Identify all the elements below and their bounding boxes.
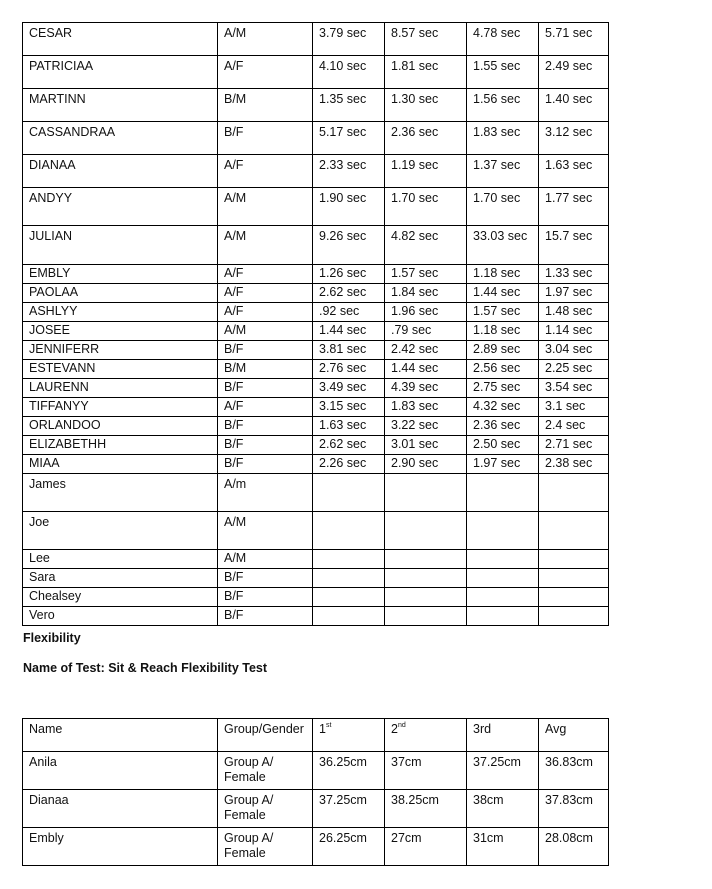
table-row (23, 607, 609, 626)
cell-group: A/m (218, 474, 313, 512)
cell-name: James (23, 474, 218, 512)
cell-t1: 36.25cm (313, 752, 385, 790)
cell-t3 (467, 474, 539, 512)
table-row (23, 122, 609, 155)
cell-t1: 37.25cm (313, 790, 385, 828)
cell-t1: 9.26 sec (313, 226, 385, 265)
cell-t1: 3.49 sec (313, 379, 385, 398)
cell-t2 (385, 569, 467, 588)
table-row (23, 360, 609, 379)
cell-t1 (313, 550, 385, 569)
cell-avg: 36.83cm (539, 752, 609, 790)
cell-t3 (467, 512, 539, 550)
cell-group: Group A/ Female (218, 828, 313, 866)
cell-t3: 1.83 sec (467, 122, 539, 155)
cell-group: A/F (218, 155, 313, 188)
section-title: Flexibility (23, 631, 81, 645)
cell-group: A/M (218, 512, 313, 550)
cell-t3: 31cm (467, 828, 539, 866)
cell-t2 (385, 474, 467, 512)
cell-t2: 4.82 sec (385, 226, 467, 265)
cell-name: CASSANDRAA (23, 122, 218, 155)
cell-name: JOSEE (23, 322, 218, 341)
cell-t3: 2.56 sec (467, 360, 539, 379)
cell-t3: 1.55 sec (467, 56, 539, 89)
cell-avg: 28.08cm (539, 828, 609, 866)
cell-name: Chealsey (23, 588, 218, 607)
table-row (23, 512, 609, 550)
cell-group: A/F (218, 265, 313, 284)
cell-t1: 2.33 sec (313, 155, 385, 188)
cell-name: JULIAN (23, 226, 218, 265)
table-row (23, 155, 609, 188)
header-name: Name (23, 719, 218, 752)
cell-group: B/F (218, 341, 313, 360)
cell-t1: 4.10 sec (313, 56, 385, 89)
cell-avg: 3.12 sec (539, 122, 609, 155)
cell-name: MIAA (23, 455, 218, 474)
cell-t1: 3.15 sec (313, 398, 385, 417)
cell-group: B/F (218, 569, 313, 588)
table-row (23, 588, 609, 607)
table-row (23, 569, 609, 588)
cell-avg: 1.33 sec (539, 265, 609, 284)
cell-name: DIANAA (23, 155, 218, 188)
table-row (23, 790, 609, 828)
cell-t3: 1.70 sec (467, 188, 539, 226)
cell-t2: 1.30 sec (385, 89, 467, 122)
cell-avg: 1.63 sec (539, 155, 609, 188)
cell-avg: 5.71 sec (539, 23, 609, 56)
table-row (23, 284, 609, 303)
cell-name: ELIZABETHH (23, 436, 218, 455)
cell-group: B/F (218, 417, 313, 436)
cell-t3: 2.36 sec (467, 417, 539, 436)
times-table (22, 22, 609, 626)
cell-t3: 4.78 sec (467, 23, 539, 56)
cell-avg: 1.77 sec (539, 188, 609, 226)
cell-avg: 3.1 sec (539, 398, 609, 417)
cell-group: B/F (218, 607, 313, 626)
cell-t3: 37.25cm (467, 752, 539, 790)
cell-t2 (385, 588, 467, 607)
table-row (23, 341, 609, 360)
cell-t2: 1.96 sec (385, 303, 467, 322)
cell-avg: 2.4 sec (539, 417, 609, 436)
cell-group: A/F (218, 398, 313, 417)
cell-t3: 2.50 sec (467, 436, 539, 455)
cell-group: B/F (218, 436, 313, 455)
cell-t2: 38.25cm (385, 790, 467, 828)
cell-group: A/M (218, 226, 313, 265)
cell-group: B/F (218, 455, 313, 474)
cell-group: Group A/ Female (218, 752, 313, 790)
table-row (23, 322, 609, 341)
cell-group: B/M (218, 360, 313, 379)
cell-t3: 38cm (467, 790, 539, 828)
flexibility-table (22, 718, 609, 866)
cell-group: A/F (218, 284, 313, 303)
cell-t1: 26.25cm (313, 828, 385, 866)
cell-avg: 3.54 sec (539, 379, 609, 398)
cell-t1: 1.35 sec (313, 89, 385, 122)
cell-avg (539, 512, 609, 550)
cell-name: Dianaa (23, 790, 218, 828)
cell-group: A/F (218, 303, 313, 322)
cell-t1: 3.79 sec (313, 23, 385, 56)
table-row (23, 398, 609, 417)
cell-avg: 2.38 sec (539, 455, 609, 474)
cell-t2: .79 sec (385, 322, 467, 341)
cell-t2: 1.44 sec (385, 360, 467, 379)
cell-name: PAOLAA (23, 284, 218, 303)
cell-avg: 2.49 sec (539, 56, 609, 89)
cell-t3: 1.44 sec (467, 284, 539, 303)
cell-avg: 1.97 sec (539, 284, 609, 303)
cell-t1 (313, 588, 385, 607)
table-row (23, 89, 609, 122)
cell-t1 (313, 607, 385, 626)
cell-t1: 2.76 sec (313, 360, 385, 379)
cell-t3: 1.18 sec (467, 322, 539, 341)
cell-avg (539, 569, 609, 588)
header-second (385, 719, 467, 752)
cell-t2: 3.22 sec (385, 417, 467, 436)
cell-t2: 8.57 sec (385, 23, 467, 56)
cell-name: ANDYY (23, 188, 218, 226)
cell-avg: 37.83cm (539, 790, 609, 828)
table-row (23, 455, 609, 474)
cell-t2: 2.90 sec (385, 455, 467, 474)
cell-avg: 2.25 sec (539, 360, 609, 379)
cell-name: Anila (23, 752, 218, 790)
cell-t3: 1.37 sec (467, 155, 539, 188)
cell-name: Joe (23, 512, 218, 550)
cell-avg (539, 588, 609, 607)
cell-name: PATRICIAA (23, 56, 218, 89)
table-row (23, 550, 609, 569)
cell-group: A/M (218, 322, 313, 341)
cell-t1 (313, 569, 385, 588)
table-row (23, 828, 609, 866)
cell-name: TIFFANYY (23, 398, 218, 417)
cell-t1: 5.17 sec (313, 122, 385, 155)
cell-name: Vero (23, 607, 218, 626)
cell-group: B/F (218, 122, 313, 155)
test-name: Name of Test: Sit & Reach Flexibility Test (23, 661, 268, 675)
cell-t1: 3.81 sec (313, 341, 385, 360)
header-third: 3rd (467, 719, 539, 752)
table-row (23, 188, 609, 226)
cell-t2 (385, 550, 467, 569)
cell-t3: 1.18 sec (467, 265, 539, 284)
cell-t2: 1.83 sec (385, 398, 467, 417)
cell-avg (539, 550, 609, 569)
cell-t1 (313, 474, 385, 512)
cell-t3 (467, 569, 539, 588)
cell-t1 (313, 512, 385, 550)
cell-t1: .92 sec (313, 303, 385, 322)
cell-t1: 1.90 sec (313, 188, 385, 226)
cell-t3: 1.97 sec (467, 455, 539, 474)
table-row (23, 752, 609, 790)
cell-t1: 1.44 sec (313, 322, 385, 341)
cell-t2: 1.81 sec (385, 56, 467, 89)
cell-t2: 2.36 sec (385, 122, 467, 155)
cell-t2: 4.39 sec (385, 379, 467, 398)
flexibility-table-body (23, 719, 609, 866)
header-first-num: 1 (319, 722, 326, 736)
cell-group: A/F (218, 56, 313, 89)
header-first-sup: st (325, 722, 332, 729)
header-row (23, 719, 609, 752)
cell-t2: 1.19 sec (385, 155, 467, 188)
cell-group: A/M (218, 23, 313, 56)
cell-group: B/F (218, 379, 313, 398)
cell-group: B/F (218, 588, 313, 607)
cell-name: ORLANDOO (23, 417, 218, 436)
cell-avg: 1.48 sec (539, 303, 609, 322)
times-table-body (23, 23, 609, 626)
cell-avg: 2.71 sec (539, 436, 609, 455)
table-row (23, 23, 609, 56)
cell-name: MARTINN (23, 89, 218, 122)
cell-name: EMBLY (23, 265, 218, 284)
cell-t2: 1.84 sec (385, 284, 467, 303)
header-second-num: 2 (391, 722, 398, 736)
cell-avg: 3.04 sec (539, 341, 609, 360)
cell-t1: 1.63 sec (313, 417, 385, 436)
cell-t3: 2.75 sec (467, 379, 539, 398)
cell-avg: 1.40 sec (539, 89, 609, 122)
header-first (313, 719, 385, 752)
header-second-sup: nd (397, 722, 406, 729)
cell-t2: 37cm (385, 752, 467, 790)
cell-name: ASHLYY (23, 303, 218, 322)
cell-group: A/M (218, 188, 313, 226)
cell-name: Sara (23, 569, 218, 588)
cell-avg (539, 607, 609, 626)
table-row (23, 56, 609, 89)
cell-t2: 1.70 sec (385, 188, 467, 226)
cell-t2: 27cm (385, 828, 467, 866)
header-avg: Avg (539, 719, 609, 752)
cell-name: JENNIFERR (23, 341, 218, 360)
cell-name: LAURENN (23, 379, 218, 398)
cell-name: Embly (23, 828, 218, 866)
cell-group: Group A/ Female (218, 790, 313, 828)
cell-t2 (385, 512, 467, 550)
cell-name: Lee (23, 550, 218, 569)
table-row (23, 226, 609, 265)
cell-group: B/M (218, 89, 313, 122)
cell-avg: 15.7 sec (539, 226, 609, 265)
table-row (23, 474, 609, 512)
cell-t3: 4.32 sec (467, 398, 539, 417)
cell-t3: 1.56 sec (467, 89, 539, 122)
cell-t2: 3.01 sec (385, 436, 467, 455)
cell-t1: 2.62 sec (313, 436, 385, 455)
cell-t1: 1.26 sec (313, 265, 385, 284)
cell-t2 (385, 607, 467, 626)
cell-avg: 1.14 sec (539, 322, 609, 341)
cell-t1: 2.26 sec (313, 455, 385, 474)
table-row (23, 265, 609, 284)
cell-t2: 1.57 sec (385, 265, 467, 284)
cell-name: ESTEVANN (23, 360, 218, 379)
cell-name: CESAR (23, 23, 218, 56)
table-row (23, 417, 609, 436)
cell-avg (539, 474, 609, 512)
cell-t3: 2.89 sec (467, 341, 539, 360)
cell-t3: 1.57 sec (467, 303, 539, 322)
cell-group: A/M (218, 550, 313, 569)
cell-t1: 2.62 sec (313, 284, 385, 303)
cell-t3 (467, 588, 539, 607)
cell-t3 (467, 550, 539, 569)
cell-t3 (467, 607, 539, 626)
cell-t3: 33.03 sec (467, 226, 539, 265)
header-group: Group/Gender (218, 719, 313, 752)
table-row (23, 436, 609, 455)
cell-t2: 2.42 sec (385, 341, 467, 360)
table-row (23, 379, 609, 398)
table-row (23, 303, 609, 322)
